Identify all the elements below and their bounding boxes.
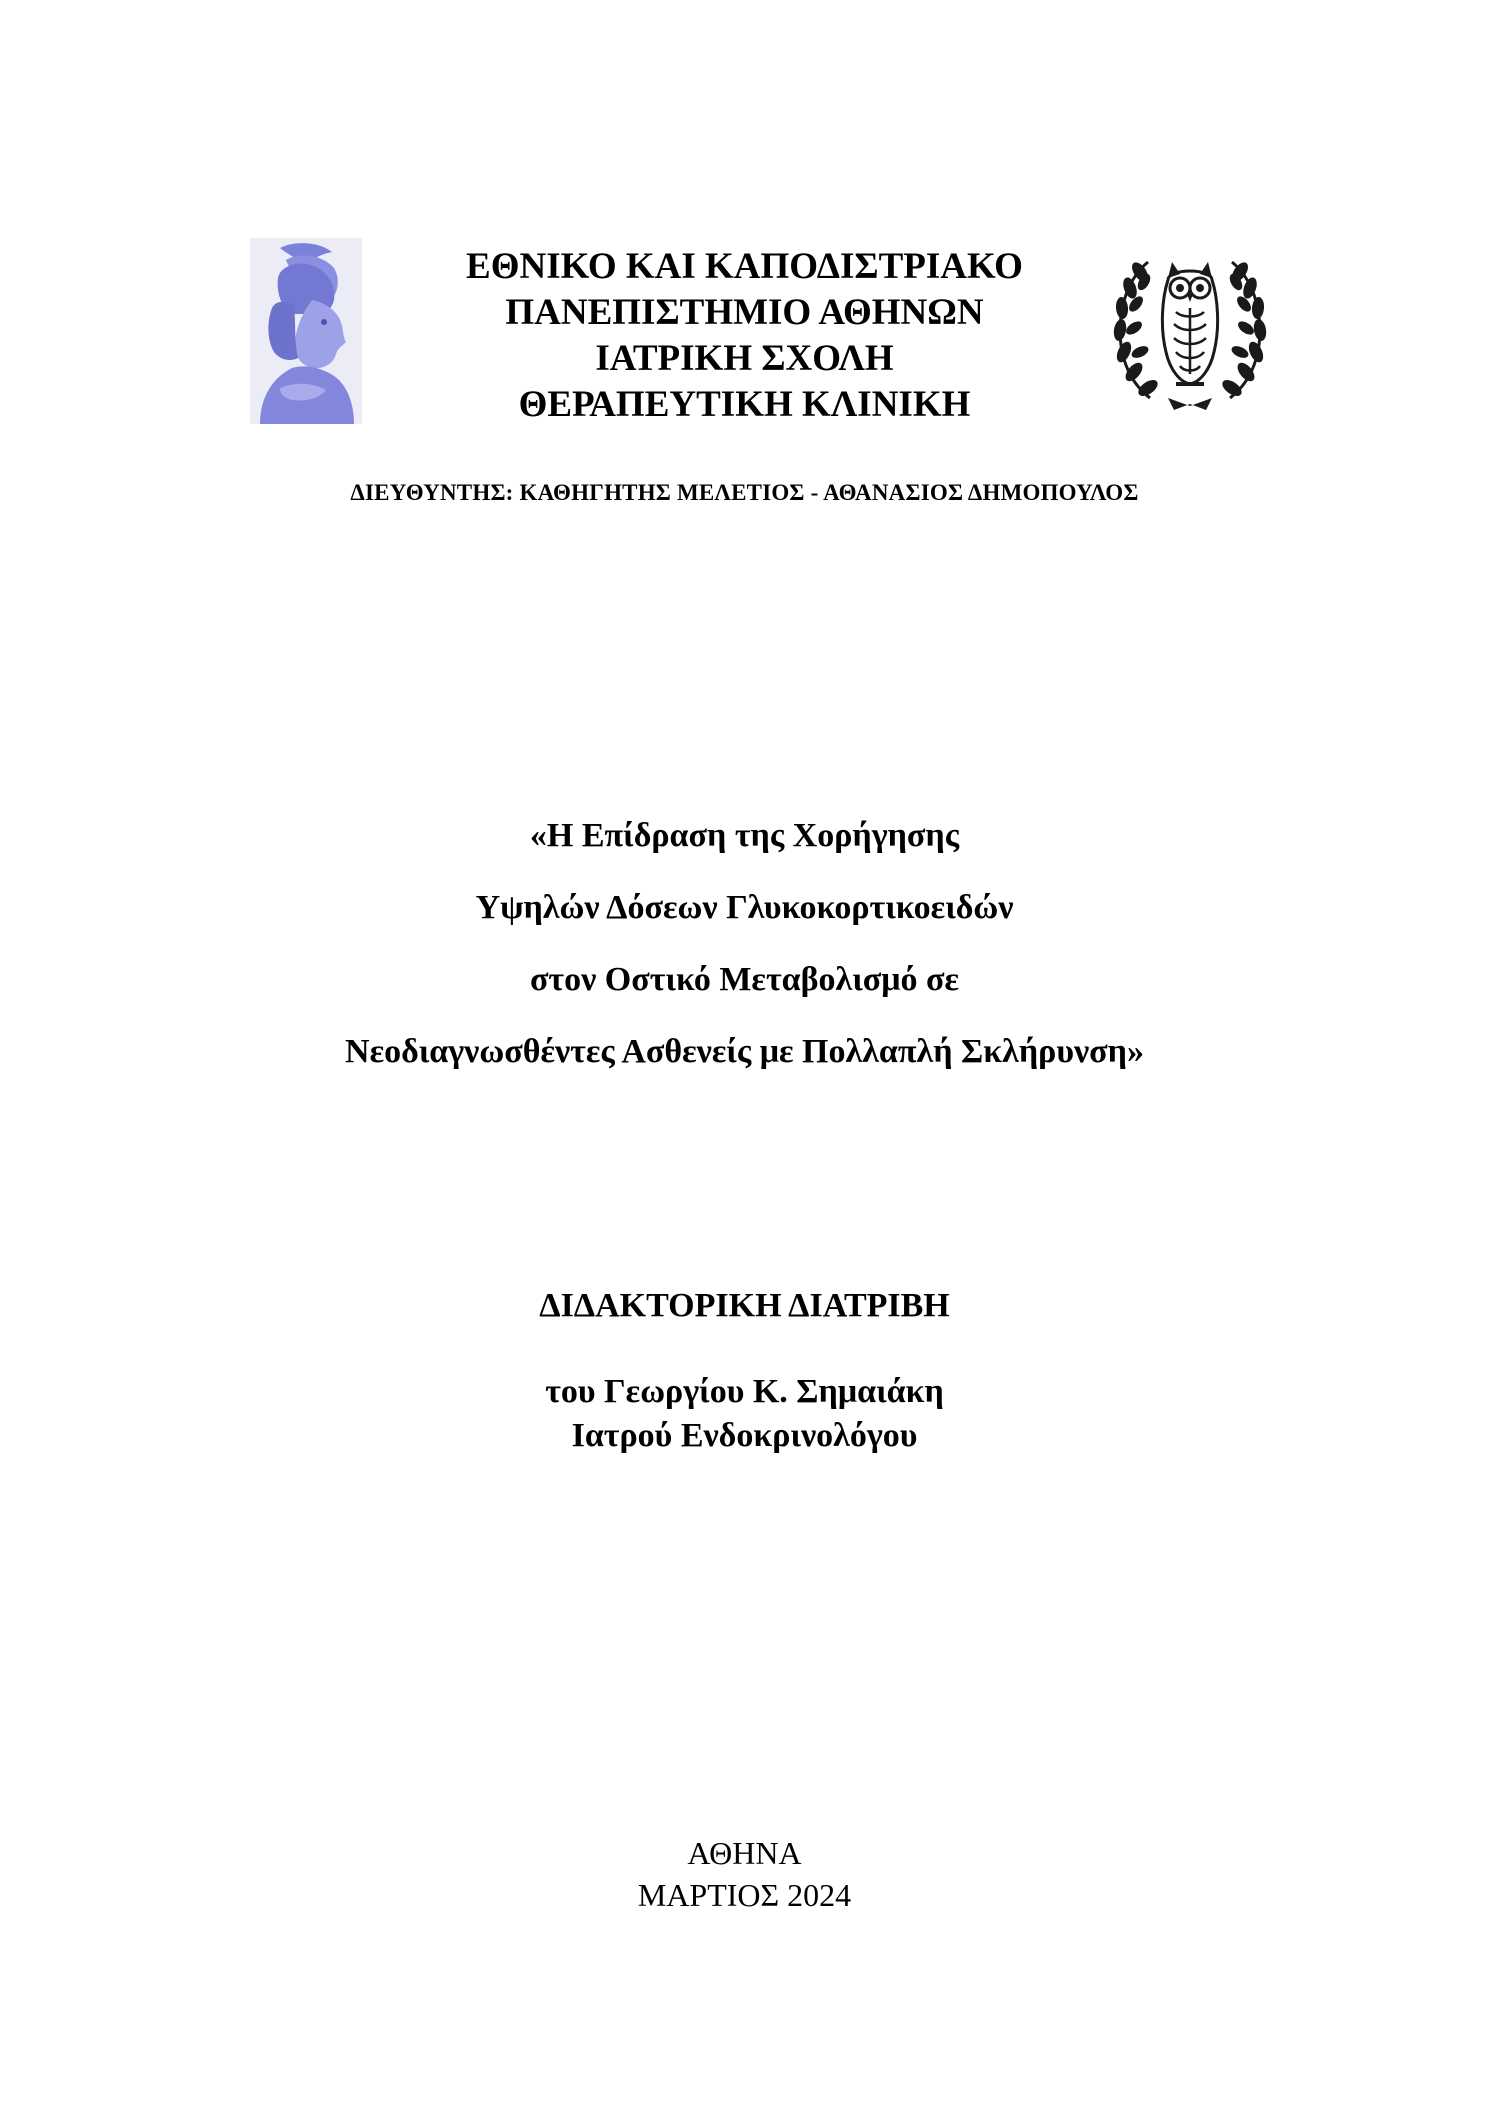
- school-name-line: ΙΑΤΡΙΚΗ ΣΧΟΛΗ: [595, 338, 894, 379]
- thesis-title-line-4: Νεοδιαγνωσθέντες Ασθενείς με Πολλαπλή Σκλήρυνση»: [345, 1033, 1144, 1070]
- city-line: ΑΘΗΝΑ: [687, 1835, 802, 1871]
- author-name-line: του Γεωργίου Κ. Σημαιάκη: [545, 1373, 944, 1410]
- thesis-title-line-3: στον Οστικό Μεταβολισμό σε: [529, 961, 960, 998]
- director-line: ΔΙΕΥΘΥΝΤΗΣ: ΚΑΘΗΓΗΤΗΣ ΜΕΛΕΤΙΟΣ - ΑΘΑΝΑΣΙΟΣ ΔΗΜΟΠΟΥΛΟΣ: [350, 480, 1139, 505]
- place-date-block: [0, 1832, 1489, 1916]
- clinic-name-line: ΘΕΡΑΠΕΥΤΙΚΗ ΚΛΙΝΙΚΗ: [518, 384, 971, 425]
- university-name-line-1: ΕΘΝΙΚΟ ΚΑΙ ΚΑΠΟΔΙΣΤΡΙΑΚΟ: [466, 246, 1023, 287]
- author-block: [0, 1370, 1489, 1458]
- thesis-title: [0, 800, 1489, 1088]
- date-line: ΜΑΡΤΙΟΣ 2024: [637, 1877, 852, 1913]
- thesis-title-line-2: Υψηλών Δόσεων Γλυκοκορτικοειδών: [475, 889, 1014, 926]
- author-role-line: Ιατρού Ενδοκρινολόγου: [571, 1417, 918, 1454]
- university-name-line-2: ΠΑΝΕΠΙΣΤΗΜΙΟ ΑΘΗΝΩΝ: [505, 292, 984, 333]
- thesis-type-heading: ΔΙΔΑΚΤΟΡΙΚΗ ΔΙΑΤΡΙΒΗ: [539, 1287, 950, 1324]
- thesis-title-line-1: «Η Επίδραση της Χορήγησης: [529, 817, 960, 854]
- university-header: [0, 244, 1489, 428]
